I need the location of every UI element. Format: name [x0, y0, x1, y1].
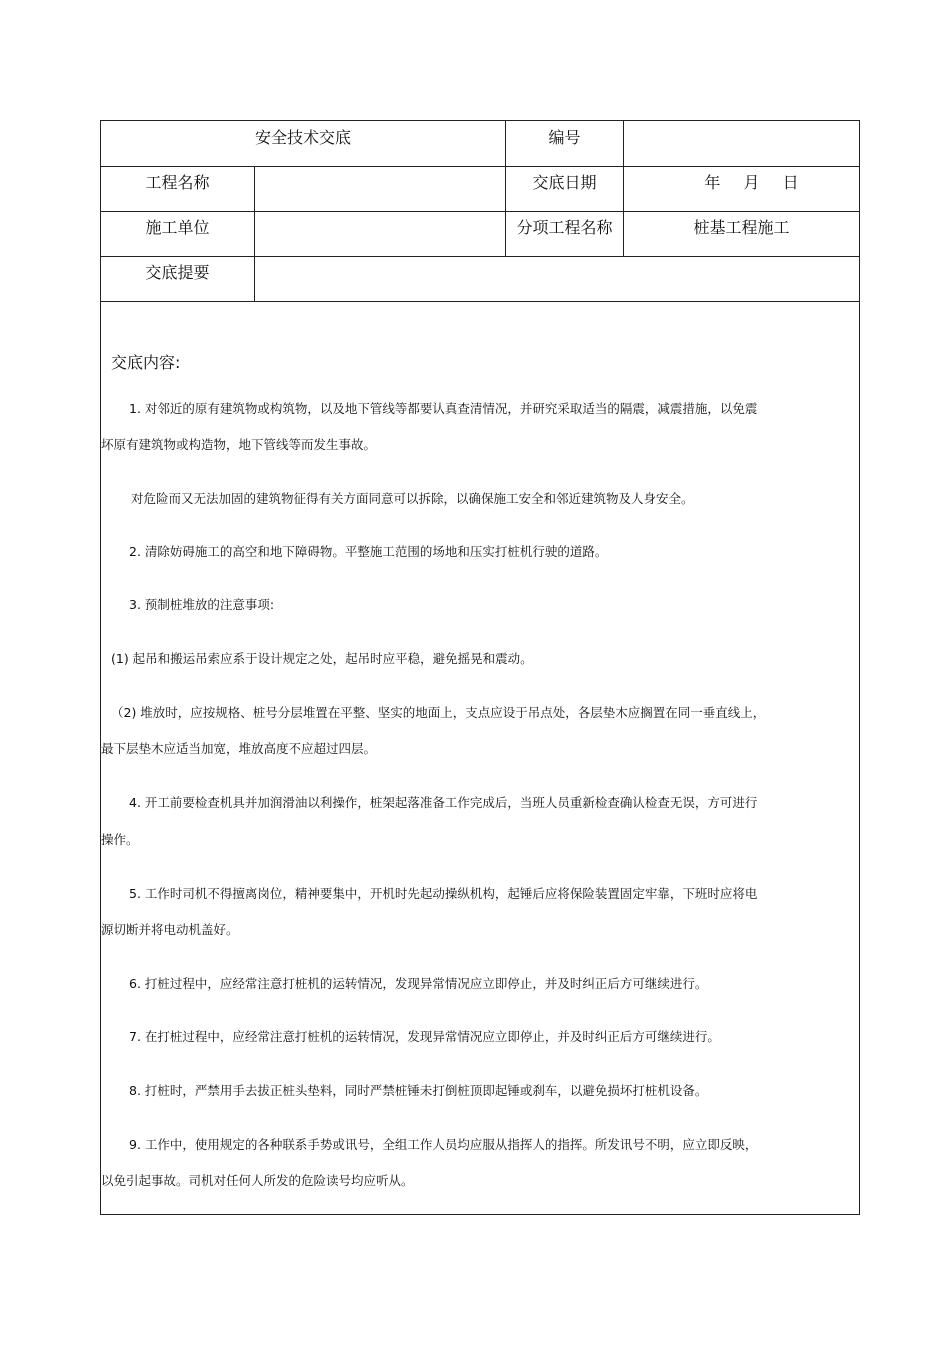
content-line: 3. 预制桩堆放的注意事项:	[129, 597, 275, 612]
content-line: 4. 开工前要检查机具并加润滑油以利操作，桩架起落准备工作完成后，当班人员重新检查确认检查无误，方可进行	[129, 795, 758, 810]
date-value-cell	[623, 166, 859, 211]
number-label-cell	[505, 121, 623, 166]
subproject-value-cell	[623, 211, 859, 256]
content-line: 8. 打桩时，严禁用手去拔正桩头垫料，同时严禁桩锤未打倒桩顶即起锤或刹车，以避免损坏打桩机设备。	[129, 1083, 708, 1098]
summary-value	[255, 256, 859, 260]
unit-label: 施工单位	[145, 218, 210, 237]
project-name-label-cell	[101, 166, 254, 211]
content-line: 9. 工作中，使用规定的各种联系手势或讯号，全组工作人员均应服从指挥人的指挥。所发讯号不明，应立即反映，	[129, 1137, 758, 1152]
summary-value-cell	[254, 256, 859, 301]
subproject-value: 桩基工程施工	[693, 218, 790, 237]
header-row-summary	[101, 256, 859, 302]
date-label: 交底日期	[532, 173, 597, 192]
content-line: 6. 打桩过程中，应经常注意打桩机的运转情况，发现异常情况应立即停止，并及时纠正后方可继续进行。	[129, 976, 708, 991]
project-name-label: 工程名称	[145, 173, 210, 192]
date-month: 月	[743, 173, 760, 192]
section-title: 交底内容:	[111, 353, 181, 372]
safety-briefing-form	[100, 120, 860, 1215]
number-label: 编号	[548, 128, 581, 147]
content-line: 坏原有建筑物或构造物，地下管线等而发生事故。	[101, 437, 377, 452]
date-day: 日	[782, 173, 799, 192]
header-row-title	[101, 121, 859, 167]
content-line: 最下层垫木应适当加宽，堆放高度不应超过四层。	[101, 741, 377, 756]
content-line: 以免引起事故。司机对任何人所发的危险读号均应听从。	[101, 1173, 414, 1188]
unit-label-cell	[101, 211, 254, 256]
header-row-project	[101, 166, 859, 212]
content-line: 源切断并将电动机盖好。	[101, 922, 239, 937]
content-line: 操作。	[101, 832, 139, 847]
unit-value-cell	[254, 211, 505, 256]
project-name-value-cell	[254, 166, 505, 211]
subproject-label-cell	[505, 211, 623, 256]
content-line: (1) 起吊和搬运吊索应系于设计规定之处，起吊时应平稳，避免摇晃和震动。	[111, 651, 533, 666]
number-value-cell	[623, 121, 859, 166]
project-name-value	[255, 166, 505, 170]
form-title-cell	[101, 121, 505, 166]
content-line: 5. 工作时司机不得擅离岗位，精神要集中，开机时先起动操纵机构，起锤后应将保险装置固定牢靠，下班时应将电	[129, 886, 758, 901]
content-line: 对危险而又无法加固的建筑物征得有关方面同意可以拆除，以确保施工安全和邻近建筑物及人身安全。	[131, 491, 694, 506]
content-line: 7. 在打桩过程中，应经常注意打桩机的运转情况，发现异常情况应立即停止，并及时纠正后方可继续进行。	[129, 1029, 720, 1044]
subproject-label: 分项工程名称	[516, 218, 613, 237]
number-value	[624, 121, 859, 125]
header-row-unit	[101, 211, 859, 257]
content-line: 2. 清除妨碍施工的高空和地下障碍物。平整施工范围的场地和压实打桩机行驶的道路。	[129, 544, 608, 559]
content-line: 1. 对邻近的原有建筑物或构筑物，以及地下管线等都要认真查清情况，并研究采取适当的隔震，减震措施，以免震	[129, 401, 758, 416]
summary-label-cell	[101, 256, 254, 301]
unit-value	[255, 211, 505, 215]
date-label-cell	[505, 166, 623, 211]
form-title: 安全技术交底	[254, 128, 351, 147]
summary-label: 交底提要	[145, 263, 210, 282]
content-line: （2) 堆放时，应按规格、桩号分层堆置在平整、坚实的地面上，支点应设于吊点处，各层垫木应搁置在同一垂直线上，	[111, 705, 766, 720]
date-year: 年	[704, 173, 721, 192]
